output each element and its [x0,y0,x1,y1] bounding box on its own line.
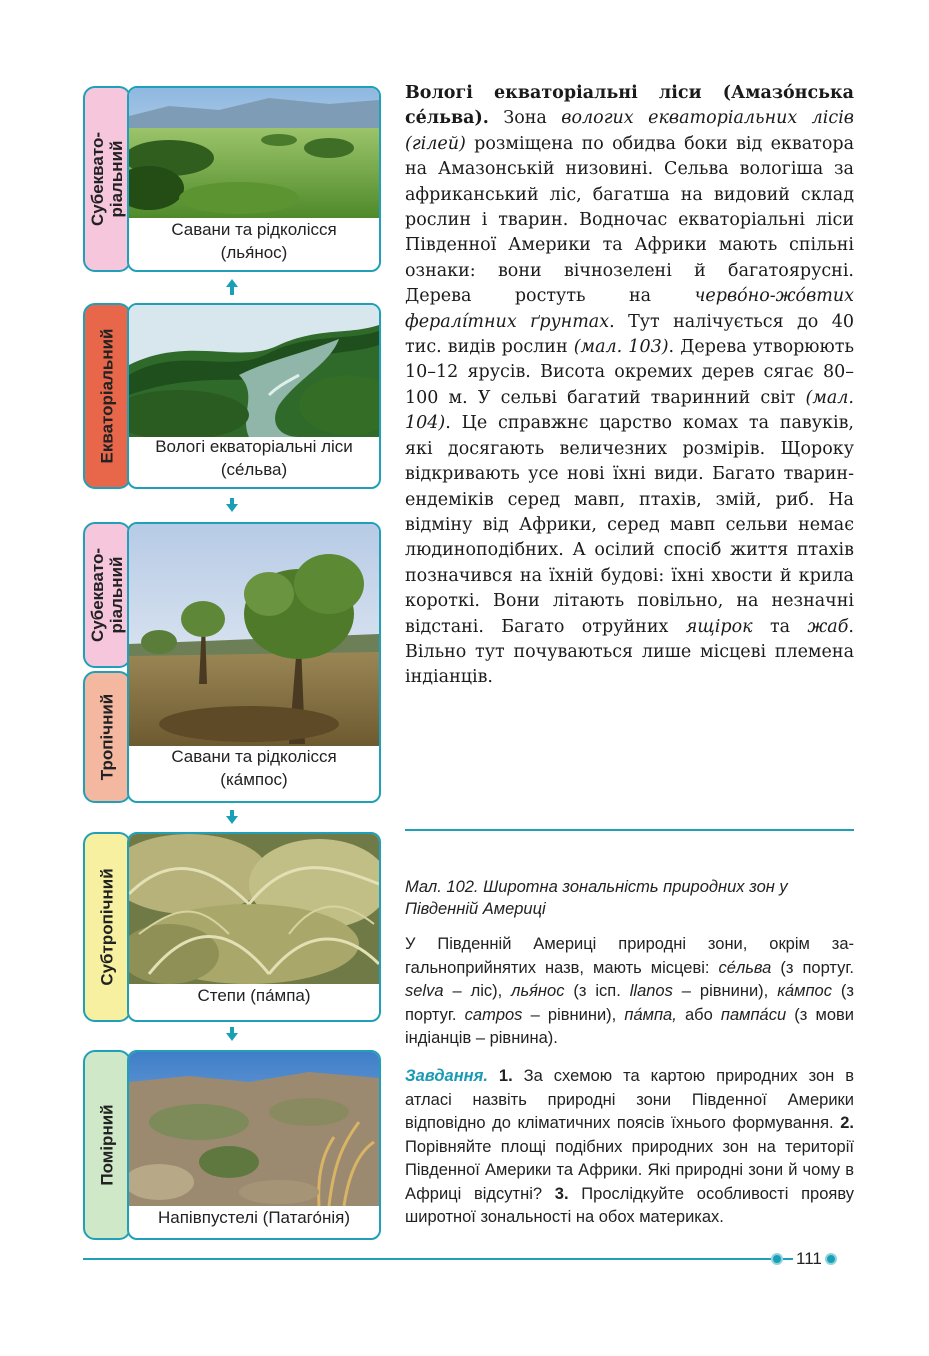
figure-caption: Мал. 102. Широтна зональність природних зон у Південній Америці [405,878,788,918]
zone-tab-label: Субтропічний [97,868,117,986]
zone-tab-tropical [83,671,131,803]
italic-term: се́льва [718,958,772,977]
bullet-icon [771,1253,783,1265]
text-run: – ліс), [443,982,512,1000]
arrow-down-icon [226,810,238,824]
zone-tab-label: Субеквато- ріальний [88,547,126,643]
text-run: (з португ. [405,982,854,1024]
task-heading: Завдання. [405,1067,488,1085]
main-paragraph [405,81,854,691]
italic-term: llanos [629,982,673,1000]
zone-caption: Степи (па́мпа) [197,986,311,1005]
figure-reference: (мал. 103) [573,337,669,358]
zone-tab-label: Субеквато- ріальний [88,131,126,227]
text-run: . Тут налічується до 40 тис. видів рослин [405,311,854,358]
text-run: . Вільно тут почуваються лише місцеві племена індіанців. [405,616,854,688]
figure-reference: (мал. 104) [405,387,854,434]
zone-caption: Савани та рідколісся (ка́мпос) [171,747,337,789]
text-run: – рівнини), [672,982,778,1000]
zone-tab-label: Тропічний [97,693,117,781]
zone-caption: Напівпустелі (Патаго́нія) [158,1208,350,1227]
zone-card-selva [127,303,381,489]
zone-card-pampa [127,832,381,1022]
zone-tab-temperate [83,1050,131,1240]
zone-caption: Савани та рідколісся (лья́нос) [171,220,337,262]
italic-term: па́мпа, [624,1005,677,1024]
campos-photo [129,524,379,746]
task-text: Порівняйте площі подібних природних зон на території Південної Америки та Африки. Які природні зони й чому в Африці відсутні? [405,1137,854,1203]
text-run: Зона [488,108,562,129]
italic-term: лья́нос [511,982,565,1000]
zone-card-patagonia [127,1050,381,1240]
page-number: 111 [796,1249,822,1268]
page-number-block [771,1246,837,1272]
local-names-note [405,933,854,1051]
zone-tab-label: Помірний [97,1104,117,1186]
italic-term: пампа́си [720,1005,787,1024]
text-run: (з ісп. [564,982,630,1000]
text-run: . Це справжнє царство комах та павуків, які досягають величезних розмірів. Щороку відкривають усе нові їхні види. Багато тварин-ендеміків серед мавп, птахів, змій, риб. На відміну від Африки, серед мавп сельви немає людиноподібних. А осілий спосіб життя птахів позначився на їхній будові: їхні хвости й крила короткі. Вони літають повільно, на незначні відстані. Багато отруйних [405,413,854,637]
text-run: або [676,1005,721,1024]
zone-card-campos [127,522,381,803]
section-heading: Вологі екваторіальні ліси (Амазо́нська се́льва). [405,83,854,129]
italic-term: вологих екваторіальних лісів (гілей) [405,108,854,154]
task-number: 3. [542,1184,569,1203]
pampa-photo [129,834,379,984]
zone-caption: Вологі екваторіальні ліси (се́льва) [155,437,353,479]
zone-tab-subequatorial-north [83,86,131,272]
italic-term: ка́мпос [777,982,832,1000]
text-run: – рівнини), [522,1005,625,1024]
llanos-photo [129,88,379,218]
zone-tab-equatorial [83,303,131,489]
italic-term: ящірок [685,616,753,637]
footer-rule [83,1258,771,1260]
text-run: (з португ. [771,958,854,977]
arrow-up-icon [226,279,238,295]
text-run: (з мови індіанців – рівнина). [405,1005,855,1047]
selva-photo [129,305,379,437]
text-run: У Південній Америці природні зони, окрім загальноприйнятих назв, мають місцеві: [405,935,854,977]
task-number: 1. [487,1067,513,1085]
arrow-down-icon [226,1027,238,1041]
italic-term: черво́но-жо́втих фералі́тних ґрунтах [405,286,854,332]
task-text: За схемою та картою природних зон в атласі назвіть природні зони Південної Америки відповідно до кліматичних поясів їхнього формування. [405,1067,854,1132]
patagonia-photo [129,1052,379,1206]
zone-card-llanos [127,86,381,272]
italic-term: campos [464,1005,523,1024]
arrow-down-icon [226,498,238,512]
zone-tab-label: Екваторіальний [97,328,117,464]
text-run: розміщена по обидва боки від екватора на Амазонській низовині. Сельва вологіша за африканський ліс, багатша на видовий склад рослин і тварин. Водночас екваторіальні ліси Південної Америки та Африки мають спільні ознаки: вони вічнозелені й багатоярусні. Дерева ростуть на [405,133,854,307]
zone-tab-subtropical [83,832,131,1022]
task-block [405,1065,854,1230]
italic-term: selva [405,982,444,1000]
task-number: 2. [833,1114,854,1132]
text-run: та [752,616,808,637]
bullet-icon [825,1253,837,1265]
section-divider [405,829,854,831]
footer-rule-segment [783,1258,793,1260]
italic-term: жаб [807,616,849,637]
zone-tab-subequatorial-south [83,522,131,668]
task-text: Прослідкуйте особливості прояву широтної зональності на обох материках. [405,1184,854,1226]
text-run: . Дерева утворюють 10–12 ярусів. Висота окремих дерев сягає 80–100 м. У сельві багатий тваринний світ [405,337,854,408]
